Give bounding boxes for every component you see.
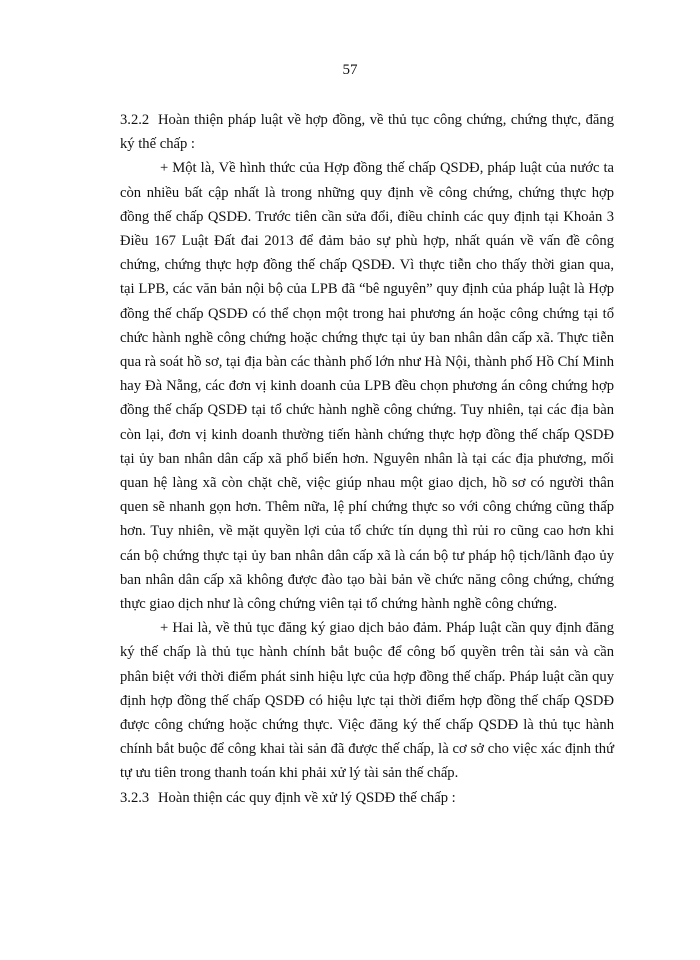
paragraph-hai-la: + Hai là, về thủ tục đăng ký giao dịch bảo đảm. Pháp luật cần quy định đăng ký thế chấp là thủ tục hành chính bắt buộc để công bố quyền trên tài sản và cần phân biệt với thời điểm phát sinh hiệu lực của hợp đồng thế chấp. Pháp luật cần quy định hợp đồng thế chấp QSDĐ có hiệu lực tại thời điểm hợp đồng thế chấp QSDĐ được công chứng hoặc chứng thực. Việc đăng ký thế chấp QSDĐ là thủ tục hành chính bắt buộc để công khai tài sản đã được thế chấp, là cơ sở cho việc xác định thứ tự ưu tiên trong thanh toán khi phải xử lý tài sản thế chấp.	[120, 620, 614, 782]
section-heading-3-2-2	[120, 108, 614, 156]
section-number: 3.2.2	[120, 112, 150, 128]
page-content	[120, 108, 614, 810]
section-number: 3.2.3	[120, 789, 150, 806]
page-number: 57	[342, 62, 358, 78]
paragraph-mot-la: + Một là, Về hình thức của Hợp đồng thế chấp QSDĐ, pháp luật của nước ta còn nhiều bất cập nhất là trong những quy định về công chứng, chứng thực hợp đồng thế chấp QSDĐ. Trước tiên cần sửa đổi, điều chỉnh các quy định tại Khoản 3 Điều 167 Luật Đất đai 2013 để đảm bảo sự phù hợp, nhất quán về vấn đề công chứng, chứng thực hợp đồng thế chấp QSDĐ. Vì thực tiễn cho thấy thời gian qua, tại LPB, các văn bản nội bộ của LPB đã “bê nguyên” quy định của pháp luật là Hợp đồng thế chấp QSDĐ có thể chọn một trong hai phương án hoặc công chứng tại tổ chức hành nghề công chứng hoặc chứng thực tại ủy ban nhân dân cấp xã. Thực tiễn qua rà soát hồ sơ, tại địa bàn các thành phố lớn như Hà Nội, thành phố Hồ Chí Minh hay Đà Nẵng, các đơn vị kinh doanh của LPB đều chọn phương án công chứng hợp đồng thế chấp QSDĐ tại tổ chức hành nghề công chứng. Tuy nhiên, tại các địa bàn còn lại, đơn vị kinh doanh thường tiến hành chứng thực hợp đồng thế chấp QSDĐ tại ủy ban nhân dân cấp xã phổ biến hơn. Nguyên nhân là tại các địa phương, mối quan hệ làng xã còn chặt chẽ, việc giúp nhau một giao dịch, hồ sơ có người thân quen sẽ nhanh gọn hơn. Thêm nữa, lệ phí chứng thực so với công chứng cũng thấp hơn. Tuy nhiên, về mặt quyền lợi của tổ chức tín dụng thì rủi ro cũng cao hơn khi cán bộ chứng thực tại ủy ban nhân dân cấp xã là cán bộ tư pháp hộ tịch/lãnh đạo ủy ban nhân dân cấp xã không được đào tạo bài bản về chức năng công chứng, chứng thực giao dịch như là công chứng viên tại tổ chứng hành nghề công chứng.	[120, 160, 614, 613]
section-title: Hoàn thiện các quy định về xử lý QSDĐ thế chấp :	[158, 789, 456, 806]
section-title: Hoàn thiện pháp luật về hợp đồng, về thủ tục công chứng, chứng thực, đăng ký thế chấp :	[120, 112, 614, 153]
section-heading-3-2-3	[120, 786, 614, 810]
